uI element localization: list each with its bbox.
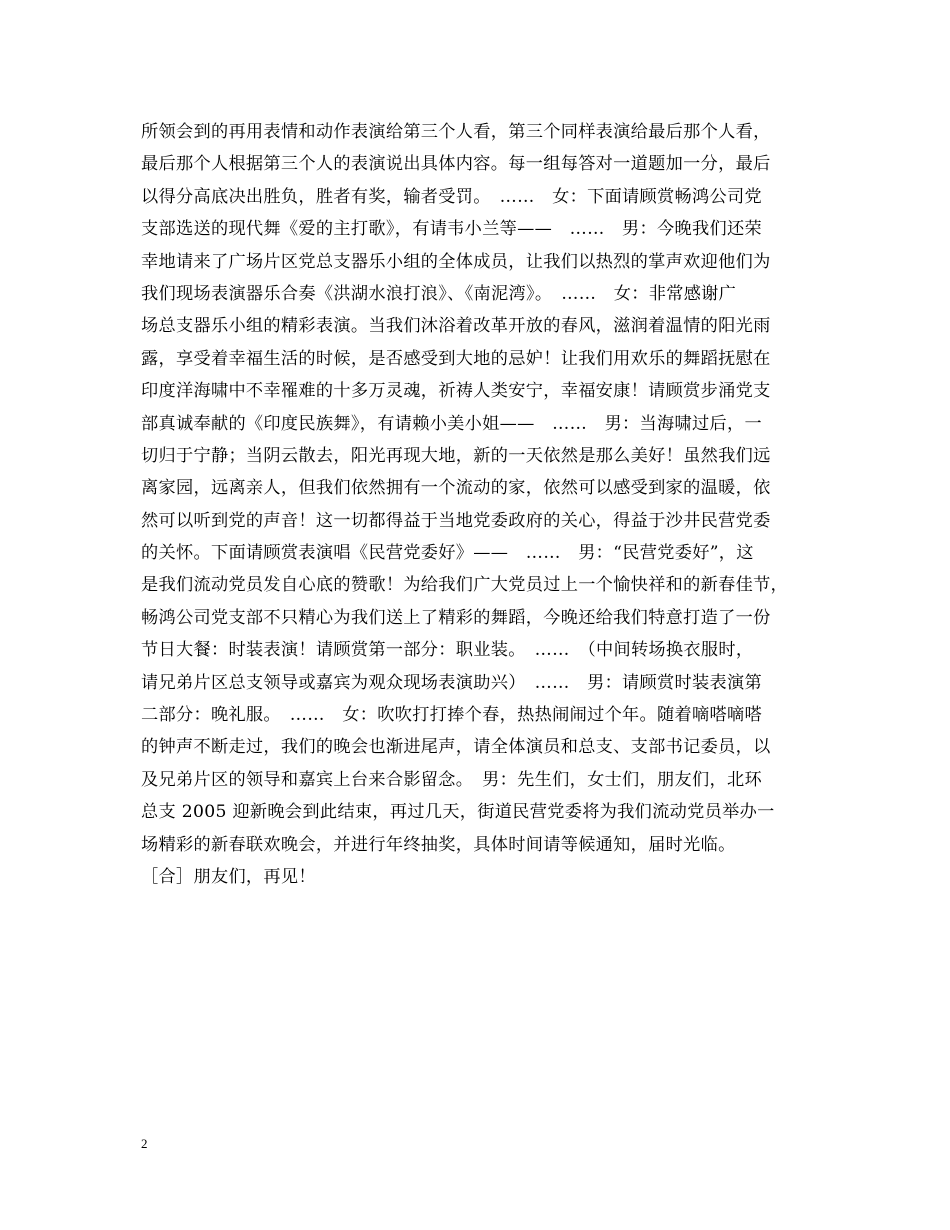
text-line: 部真诚奉献的《印度民族舞》，有请赖小美小姐—— …… 男：当海啸过后，一 xyxy=(141,413,762,434)
text-line: 然可以听到党的声音！这一切都得益于当地党委政府的关心，得益于沙井民营党委 xyxy=(141,510,771,531)
text-line: 露，享受着幸福生活的时候，是否感受到大地的忌妒！让我们用欢乐的舞蹈抚慰在 xyxy=(141,348,771,369)
text-line: 支部选送的现代舞《爱的主打歌》，有请韦小兰等—— …… 男：今晚我们还荣 xyxy=(141,219,762,240)
text-line: 最后那个人根据第三个人的表演说出具体内容。每一组每答对一道题加一分，最后 xyxy=(141,154,771,175)
text-line: 场总支器乐小组的精彩表演。当我们沐浴着改革开放的春风，滋润着温情的阳光雨 xyxy=(141,316,771,337)
text-line: 是我们流动党员发自心底的赞歌！为给我们广大党员过上一个愉快祥和的新春佳节， xyxy=(141,575,789,596)
text-line: 我们现场表演器乐合奏《洪湖水浪打浪》、《南泥湾》。 …… 女：非常感谢广 xyxy=(141,283,737,304)
text-line: 的钟声不断走过，我们的晚会也渐进尾声，请全体演员和总支、支部书记委员，以 xyxy=(141,737,771,758)
body-text xyxy=(141,116,821,893)
text-line: 幸地请来了广场片区党总支器乐小组的全体成员，让我们以热烈的掌声欢迎他们为 xyxy=(141,251,771,272)
text-line: 印度洋海啸中不幸罹难的十多万灵魂，祈祷人类安宁，幸福安康！请顾赏步涌党支 xyxy=(141,381,771,402)
text-line: 节日大餐：时装表演！请顾赏第一部分：职业装。 …… （中间转场换衣服时， xyxy=(141,640,754,661)
text-line: 场精彩的新春联欢晚会，并进行年终抽奖，具体时间请等候通知，届时光临。 xyxy=(141,834,736,855)
text-line: 总支 2005 迎新晚会到此结束，再过几天，街道民营党委将为我们流动党员举办一 xyxy=(141,802,775,823)
text-line: ［合］朋友们，再见！ xyxy=(141,866,316,887)
text-line: 离家园，远离亲人，但我们依然拥有一个流动的家，依然可以感受到家的温暖，依 xyxy=(141,478,771,499)
text-line: 的关怀。下面请顾赏表演唱《民营党委好》—— …… 男：“民营党委好”，这 xyxy=(141,543,754,564)
text-line: 畅鸿公司党支部不只精心为我们送上了精彩的舞蹈，今晚还给我们特意打造了一份 xyxy=(141,607,771,628)
text-line: 以得分高底决出胜负，胜者有奖，输者受罚。 …… 女：下面请顾赏畅鸿公司党 xyxy=(141,186,762,207)
text-line: 二部分：晚礼服。 …… 女：吹吹打打捧个春，热热闹闹过个年。随着嘀嗒嘀嗒 xyxy=(141,705,762,726)
text-line: 及兄弟片区的领导和嘉宾上台来合影留念。 男：先生们，女士们，朋友们，北环 xyxy=(141,769,762,790)
text-line: 所领会到的再用表情和动作表演给第三个人看，第三个同样表演给最后那个人看， xyxy=(141,122,771,142)
page-number: 2 xyxy=(141,1136,148,1151)
text-line: 切归于宁静；当阴云散去，阳光再现大地，新的一天依然是那么美好！虽然我们远 xyxy=(141,445,771,466)
text-line: 请兄弟片区总支领导或嘉宾为观众现场表演助兴） …… 男：请顾赏时装表演第 xyxy=(141,672,762,693)
